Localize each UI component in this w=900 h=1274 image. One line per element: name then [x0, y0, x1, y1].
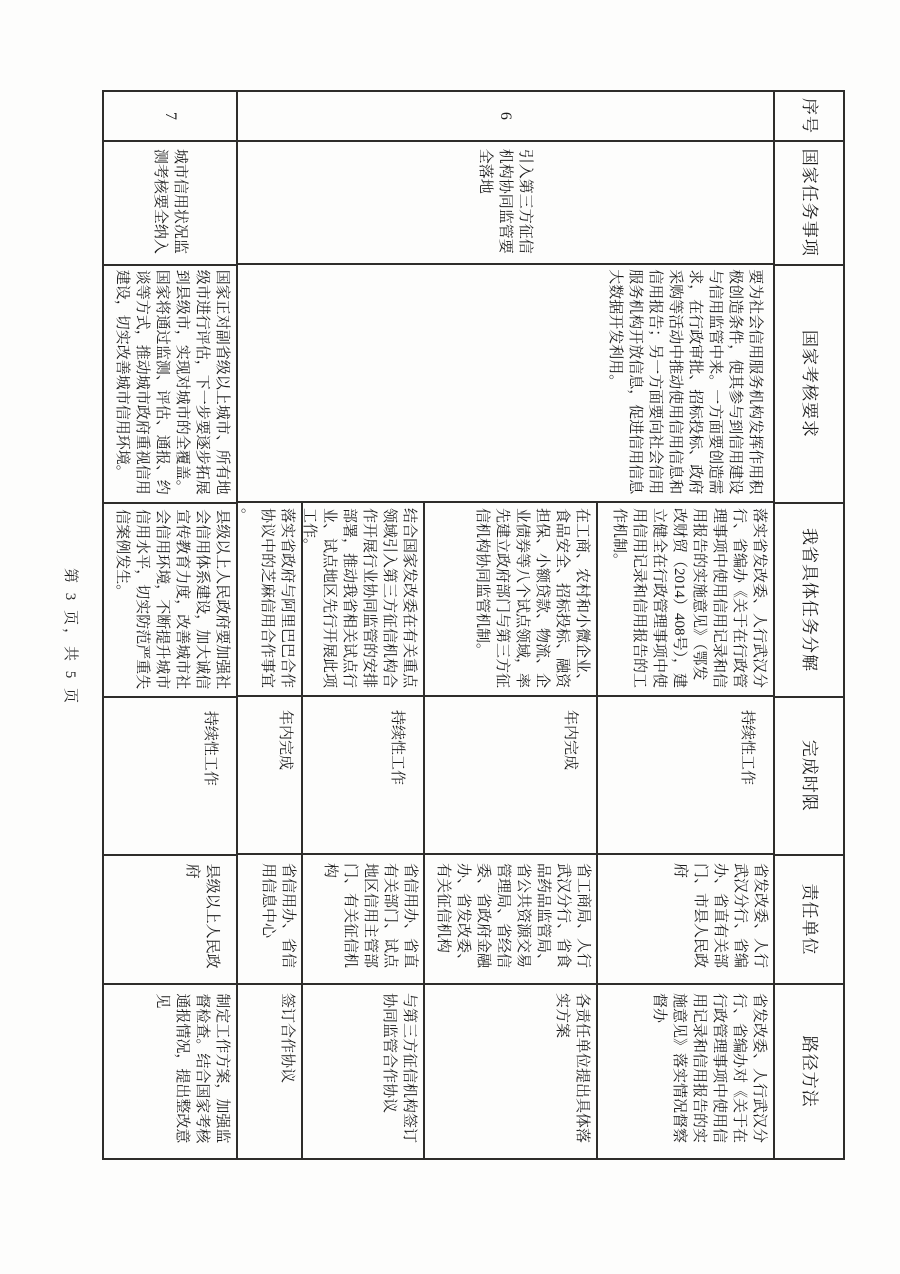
cell-deadline: 年内完成: [423, 697, 596, 855]
subtask-row: [236, 503, 301, 1160]
cell-unit: 省信用办、省信用信息中心: [236, 855, 301, 985]
table-row: [102, 92, 236, 1160]
cell-deadline: 持续性工作: [596, 697, 773, 855]
cell-unit: 县级以上人民政府: [102, 856, 236, 986]
header-breakdown: 我省具体任务分解: [773, 504, 843, 698]
table-header-row: [773, 92, 843, 1160]
header-unit: 责任单位: [773, 856, 843, 986]
cell-unit: 省信用办、省直有关部门、试点地区信用主管部门、有关征信机构: [301, 855, 423, 985]
header-seq: 序号: [773, 92, 843, 142]
cell-breakdown: 在工商、农村和小微企业、食品安全、招标投标、融资担保、小额贷款、物流、企业债券等八个试点领域，率先建立政府部门与第三方征信机构协同监管机制。: [423, 503, 596, 697]
cell-requirement: 要为社会信用服务机构发挥作用积极创造条件，使其参与到信用建设与信用监管中来。一方面要创造需求，在行政审批、招标投标、政府采购等活动中推动使用信用信息和信用报告；另一方面要向社会信用服务机构开放信息，促进信用信息大数据开发利用。: [236, 265, 773, 503]
cell-breakdown: 县级以上人民政府要加强社会信用体系建设，加大诚信宣传教育力度，改善城市社会信用环境，不断提升城市信用水平，切实防范严重失信案例发生。: [102, 504, 236, 698]
cell-requirement: 国家正对副省级以上城市、所有地级市进行评估，下一步要逐步拓展到县级市，实现对城市的全覆盖。国家将通过监测、评估、通报、约谈等方式，推动城市政府重视信用建设，切实改善城市信用环境。: [102, 266, 236, 505]
subtask-row: [301, 503, 423, 1160]
cell-method: 与第三方征信机构签订协同监管合作协议: [301, 985, 423, 1160]
header-deadline: 完成时限: [773, 698, 843, 856]
cell-deadline: 持续性工作: [102, 698, 236, 856]
cell-breakdown: 落实省发改委、人行武汉分行、省编办《关于在行政管理事项中使用信用记录和信用报告的实施意见》（鄂发改财贸（2014）408号），建立健全在行政管理事项中使用信用记录和信用报告的工作机制。: [596, 503, 773, 697]
cell-breakdown: 结合国家发改委在有关重点领域引入第三方征信机构合作开展行业协同监管的安排部署，推动我省相关试点行业、试点地区先行开展此项工作。: [301, 503, 423, 697]
task-table: [102, 90, 845, 1160]
cell-unit: 省工商局、人行武汉分行、省食品药品监管局、省公共资源交易管理局、省经信委、省政府金融办、省发改委、有关征信机构: [423, 855, 596, 985]
cell-method: 签订合作协议: [236, 985, 301, 1160]
cell-breakdown: 落实省政府与阿里巴巴合作协议中的芝麻信用合作事宜。: [236, 503, 301, 697]
subtask-group: [236, 503, 773, 1160]
header-requirement: 国家考核要求: [773, 266, 843, 505]
cell-method: 各责任单位提出具体落实方案: [423, 985, 596, 1160]
cell-seq: 6: [236, 92, 773, 142]
cell-task: 城市信用状况监测考核要全纳入: [102, 142, 236, 266]
cell-unit: 省发改委、人行武汉分行、省编办、省直有关部门、市县人民政府: [596, 855, 773, 985]
subtask-row: [596, 503, 773, 1160]
header-method: 路径方法: [773, 985, 843, 1160]
cell-task: 引入第三方征信机构协同监管要全落地: [236, 142, 773, 265]
cell-method: 制定工作方案，加强监督检查。结合国家考核通报情况，提出整改意见: [102, 985, 236, 1160]
subtask-row: [423, 503, 596, 1160]
page-footer: 第 3 页，共 5 页: [62, 567, 78, 706]
cell-method: 省发改委、人行武汉分行、省编办对《关于在行政管理事项中使用信用记录和信用报告的实施意见》落实情况督察督办: [596, 985, 773, 1160]
cell-deadline: 持续性工作: [301, 697, 423, 855]
header-task: 国家任务事项: [773, 142, 843, 266]
cell-seq: 7: [102, 92, 236, 142]
cell-deadline: 年内完成: [236, 697, 301, 855]
table-row: [236, 92, 773, 1160]
